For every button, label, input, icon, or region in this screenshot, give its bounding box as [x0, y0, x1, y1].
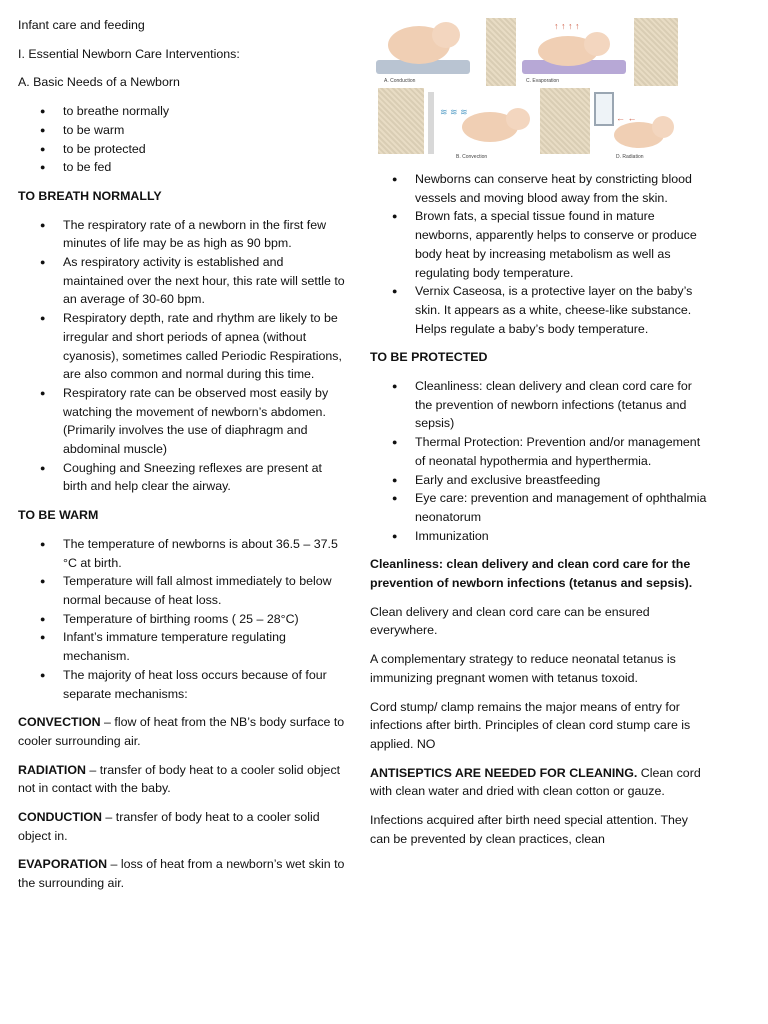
cleanliness-heading: Cleanliness: clean delivery and clean cord care for the prevention of newborn infections (tetanus and sepsis).: [370, 557, 693, 591]
left-column: [18, 16, 346, 903]
list-item: ● Respiratory rate can be observed most easily by watching the movement of newborn’s abdomen. (Primarily involves the use of diaphragm and abdominal muscle): [18, 384, 346, 459]
list-item: ● The respiratory rate of a newborn in the first few minutes of life may be as high as 90 bpm.: [18, 216, 346, 253]
paragraph: A complementary strategy to reduce neonatal tetanus is immunizing pregnant women with tetanus toxoid.: [370, 652, 676, 685]
breath-heading: TO BREATH NORMALLY: [18, 188, 162, 203]
list-item: ● Immunization: [370, 527, 710, 546]
list-item: ● Respiratory depth, rate and rhythm are likely to be irregular and short periods of apnea (without cyanosis), sometimes called Periodic Respirations, are also common and normal during this time.: [18, 309, 346, 384]
warm-heading: TO BE WARM: [18, 508, 99, 523]
list-item: ● Newborns can conserve heat by constricting blood vessels and moving blood away from the skin.: [370, 170, 710, 207]
list-item: ● Thermal Protection: Prevention and/or management of neonatal hypothermia and hyperthermia.: [370, 433, 710, 470]
list-item: ● The majority of heat loss occurs because of four separate mechanisms:: [18, 666, 346, 703]
heat-conservation-list: [370, 170, 710, 338]
list-item: ● Cleanliness: clean delivery and clean cord care for the prevention of newborn infections (tetanus and sepsis): [370, 377, 710, 433]
subsection-heading: A. Basic Needs of a Newborn: [18, 75, 180, 90]
list-item: ● As respiratory activity is established and maintained over the next hour, this rate will settle to an average of 30-60 bpm.: [18, 253, 346, 309]
protected-heading: TO BE PROTECTED: [370, 350, 488, 365]
warm-list: [18, 535, 346, 703]
figure-caption: C. Evaporation: [526, 78, 560, 84]
list-item: ● Brown fats, a special tissue found in mature newborns, apparently helps to conserve or produce body heat by increasing metabolism as well as regulating body temperature.: [370, 207, 710, 282]
protected-list: [370, 377, 710, 545]
texture-tile: [378, 88, 424, 154]
baby-head-illustration: [506, 108, 530, 130]
breath-list: [18, 216, 346, 497]
list-item: ● Eye care: prevention and management of ophthalmia neonatorum: [370, 489, 710, 526]
list-item: ● Temperature will fall almost immediately to below normal because of heat loss.: [18, 572, 346, 609]
texture-tile: [634, 18, 678, 86]
definition: – transfer of body heat to a cooler solid object in.: [18, 810, 320, 843]
mechanism-radiation: [18, 761, 346, 798]
list-item: ● The temperature of newborns is about 36.5 – 37.5 °C at birth.: [18, 535, 346, 572]
definition: – transfer of body heat to a cooler solid object not in contact with the baby.: [18, 762, 341, 796]
heat-arrow-icon: ← ←: [616, 113, 637, 123]
definition: – flow of heat from the NB’s body surface to cooler surrounding air.: [18, 715, 345, 748]
list-item: ● to breathe normally: [18, 102, 346, 121]
list-item: ● to be warm: [18, 121, 346, 140]
heat-loss-figure: [370, 16, 680, 166]
list-item: ● Temperature of birthing rooms ( 25 – 28°C): [18, 610, 346, 629]
window-illustration: [594, 92, 614, 126]
list-item: ● Infant’s immature temperature regulating mechanism.: [18, 628, 346, 665]
term: CONVECTION: [18, 715, 101, 730]
figure-caption: B. Convection: [456, 154, 488, 160]
fan-stand: [428, 92, 434, 154]
term: RADIATION: [18, 762, 86, 777]
term: EVAPORATION: [18, 857, 108, 872]
mechanism-convection: [18, 713, 346, 750]
figure-caption: D. Radiation: [616, 154, 644, 160]
figure-caption: A. Conduction: [384, 78, 416, 84]
right-column: [370, 16, 710, 859]
basic-needs-list: [18, 102, 346, 177]
section-heading: I. Essential Newborn Care Interventions:: [18, 46, 240, 61]
term: CONDUCTION: [18, 810, 102, 825]
mechanism-evaporation: [18, 855, 346, 892]
baby-head-illustration: [652, 116, 674, 138]
definition: – loss of heat from a newborn’s wet skin to the surrounding air.: [18, 857, 345, 891]
list-item: ● Coughing and Sneezing reflexes are present at birth and help clear the airway.: [18, 459, 346, 496]
mechanism-conduction: [18, 808, 346, 845]
paragraph: Cord stump/ clamp remains the major means of entry for infections after birth. Principles of clean cord stump care is applied. NO: [370, 699, 691, 751]
list-item: ● to be fed: [18, 158, 346, 177]
baby-head-illustration: [584, 32, 610, 56]
heat-arrow-icon: ↑ ↑ ↑ ↑: [554, 21, 580, 31]
paragraph: [370, 764, 710, 801]
texture-tile: [540, 88, 590, 154]
emphasis: ANTISEPTICS ARE NEEDED FOR CLEANING.: [370, 765, 638, 780]
paragraph-text: Clean cord with clean water and dried with clean cotton or gauze.: [370, 765, 701, 799]
air-flow-icon: ≋ ≋ ≋: [440, 107, 468, 117]
paragraph: Infections acquired after birth need special attention. They can be prevented by clean practices, clean: [370, 813, 688, 846]
list-item: ● to be protected: [18, 140, 346, 159]
document-title: Infant care and feeding: [18, 18, 145, 32]
baby-head-illustration: [432, 22, 460, 48]
paragraph: Clean delivery and clean cord care can be ensured everywhere.: [370, 604, 650, 638]
list-item: ● Early and exclusive breastfeeding: [370, 471, 710, 490]
list-item: ● Vernix Caseosa, is a protective layer on the baby’s skin. It appears as a white, cheese-like substance. Helps regulate a baby’s body temperature.: [370, 282, 710, 338]
texture-tile: [486, 18, 516, 86]
